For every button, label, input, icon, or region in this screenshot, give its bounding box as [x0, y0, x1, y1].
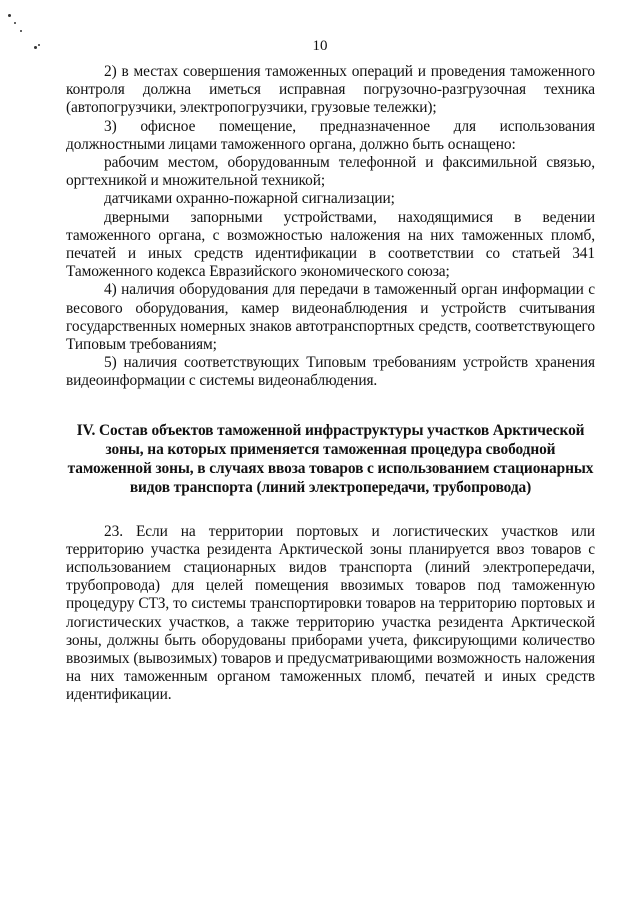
section-heading-line: зоны, на которых применяется таможенная процедура свободной: [105, 440, 556, 458]
paragraph-23: 23. Если на территории портовых и логистических участков или территорию участка резидента Арктической зоны планируется ввоз товаров с использованием стационарных видов транспорта (линий электропередачи, трубопровода) для целей помещения ввозимых товаров под таможенную процедуру СТЗ, то системы транспортировки товаров на территорию портовых и логистических участков, а также территорию участка резидента Арктической зоны, должны быть оборудованы приборами учета, фиксирующими количество ввозимых (вывозимых) товаров и предусматривающими возможность наложения на них таможенным органом таможенных пломб, печатей и иных средств идентификации.: [66, 522, 595, 704]
section-heading-line: таможенной зоны, в случаях ввоза товаров с использованием стационарных: [67, 459, 594, 477]
paragraph-workplace: рабочим местом, оборудованным телефонной и факсимильной связью, оргтехникой и множительной техникой;: [66, 154, 595, 190]
section-heading: [66, 421, 595, 497]
page-number: 10: [312, 38, 328, 54]
paragraph-item-4: 4) наличия оборудования для передачи в таможенный орган информации с весового оборудования, камер видеонаблюдения и устройств считывания государственных номерных знаков автотранспортных средств, соответствующего Типовым требованиям;: [66, 281, 595, 354]
paragraph-item-5: 5) наличия соответствующих Типовым требованиям устройств хранения видеоинформации с системы видеонаблюдения.: [66, 354, 595, 390]
paragraph-fire-alarm: датчиками охранно-пожарной сигнализации;: [104, 190, 395, 208]
section-heading-line: IV. Состав объектов таможенной инфраструктуры участков Арктической: [76, 421, 585, 439]
scan-speck: [8, 14, 11, 17]
scan-speck: [14, 22, 16, 24]
paragraph-item-3: 3) офисное помещение, предназначенное для использования должностными лицами таможенного органа, должно быть оснащено:: [66, 117, 595, 153]
section-heading-line: видов транспорта (линий электропередачи, трубопровода): [129, 478, 532, 496]
paragraph-door-locks: дверными запорными устройствами, находящимися в ведении таможенного органа, с возможностью наложения на них таможенных пломб, печатей и иных средств идентификации в соответствии со статьей 341 Таможенного кодекса Евразийского экономического союза;: [66, 208, 595, 281]
paragraph-item-2: 2) в местах совершения таможенных операций и проведения таможенного контроля должна иметься исправная погрузочно-разгрузочная техника (автопогрузчики, электропогрузчики, грузовые тележки);: [66, 63, 595, 117]
scan-speck: [20, 30, 22, 32]
document-body: [66, 63, 595, 705]
